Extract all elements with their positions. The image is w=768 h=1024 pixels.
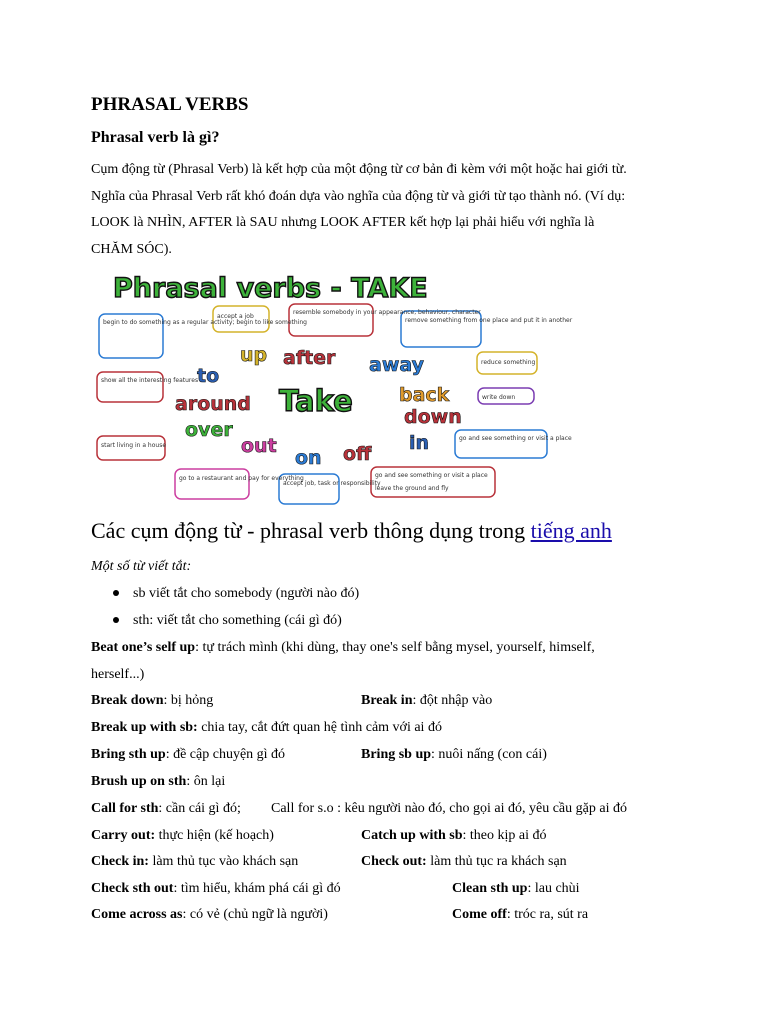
svg-text:accept job, task or responsibi: accept job, task or responsibility bbox=[283, 480, 381, 487]
particle-off: off bbox=[343, 443, 372, 465]
svg-text:begin to do something as a reg: begin to do something as a regular activity; begin to like something bbox=[103, 319, 307, 326]
paragraph-line: Cụm động từ (Phrasal Verb) là kết hợp của một động từ cơ bản đi kèm với một hoặc hai giới từ. bbox=[91, 162, 627, 177]
particle-over: over bbox=[185, 419, 233, 441]
particle-out: out bbox=[241, 435, 277, 457]
bullet-dot bbox=[113, 590, 119, 596]
entry-row-carry: Carry out: thực hiện (kế hoạch) Catch up with sb: theo kịp ai đó bbox=[91, 828, 547, 843]
subtitle: Phrasal verb là gì? bbox=[91, 129, 220, 146]
svg-text:remove something from one plac: remove something from one place and put it in another bbox=[405, 317, 573, 324]
svg-text:go and see something or visit: go and see something or visit a place bbox=[375, 472, 488, 479]
svg-text:start living in a house: start living in a house bbox=[101, 442, 167, 449]
abbreviations-title: Một số từ viết tắt: bbox=[91, 559, 192, 574]
svg-text:go and see something or visit: go and see something or visit a place bbox=[459, 435, 572, 442]
particle-on: on bbox=[295, 447, 322, 469]
entry-row-break: Break down: bị hỏng Break in: đột nhập vào bbox=[91, 693, 493, 708]
figure-title: Phrasal verbs - TAKE bbox=[113, 273, 428, 304]
entry-row-bring: Bring sth up: đề cập chuyện gì đó Bring sb up: nuôi nấng (con cái) bbox=[91, 747, 547, 762]
paragraph-line: CHĂM SÓC). bbox=[91, 241, 172, 257]
section-heading: Các cụm động từ - phrasal verb thông dụng trong tiếng anh bbox=[91, 518, 612, 543]
svg-text:go to a restaurant and pay for: go to a restaurant and pay for everything bbox=[179, 475, 304, 482]
entry-row-call: Call for sth: cần cái gì đó; Call for s.o : kêu người nào đó, cho gọi ai đó, yêu cầu gặp ai đó bbox=[91, 801, 627, 816]
entry-beat-cont: herself...) bbox=[91, 667, 145, 682]
svg-text:reduce something: reduce something bbox=[481, 359, 536, 366]
svg-text:show all the interesting featu: show all the interesting features bbox=[101, 377, 199, 384]
svg-text:resemble somebody in your appe: resemble somebody in your appearance, behaviour, character bbox=[293, 309, 481, 316]
particle-up: up bbox=[240, 344, 268, 366]
particle-back: back bbox=[399, 384, 450, 406]
svg-text:write down: write down bbox=[482, 394, 516, 401]
particle-after: after bbox=[283, 347, 336, 369]
phrasal-verbs-take-image bbox=[93, 264, 573, 507]
bullet-item: sth: viết tắt cho something (cái gì đó) bbox=[113, 613, 342, 629]
particle-away: away bbox=[369, 354, 424, 376]
entry-break-up: Break up with sb: chia tay, cắt đứt quan hệ tình cảm với ai đó bbox=[91, 720, 442, 735]
paragraph-line: Nghĩa của Phrasal Verb rất khó đoán dựa vào nghĩa của động từ và giới từ tạo thành nó. (Ví dụ: bbox=[91, 188, 626, 204]
tieng-anh-link[interactable]: tiếng anh bbox=[530, 518, 612, 543]
particle-around: around bbox=[175, 393, 251, 415]
entry-row-check: Check in: làm thủ tục vào khách sạn Check out: làm thủ tục ra khách sạn bbox=[91, 854, 567, 869]
center-word-take: Take bbox=[279, 384, 353, 418]
paragraph-line: LOOK là NHÌN, AFTER là SAU nhưng LOOK AFTER kết hợp lại phải hiểu với nghĩa là bbox=[91, 215, 595, 230]
entry-row-check-sth: Check sth out: tìm hiểu, khám phá cái gì đó Clean sth up: lau chùi bbox=[91, 881, 580, 896]
intro-paragraph bbox=[91, 157, 691, 263]
page-title: PHRASAL VERBS bbox=[91, 94, 249, 115]
entry-row-come: Come across as: có vẻ (chủ ngữ là người) Come off: tróc ra, sút ra bbox=[91, 907, 589, 922]
svg-text:accept a job: accept a job bbox=[217, 313, 254, 320]
entry-beat: Beat one’s self up: tự trách mình (khi dùng, thay one's self bằng mysel, yourself, himself, bbox=[91, 640, 595, 655]
particle-in: in bbox=[409, 432, 430, 454]
svg-text:leave the ground and fly: leave the ground and fly bbox=[375, 485, 449, 492]
entry-brush: Brush up on sth: ôn lại bbox=[91, 774, 226, 789]
bullet-item: sb viết tắt cho somebody (người nào đó) bbox=[113, 586, 359, 602]
particle-to: to bbox=[197, 365, 220, 387]
particle-down: down bbox=[404, 406, 462, 428]
bullet-dot bbox=[113, 617, 119, 623]
